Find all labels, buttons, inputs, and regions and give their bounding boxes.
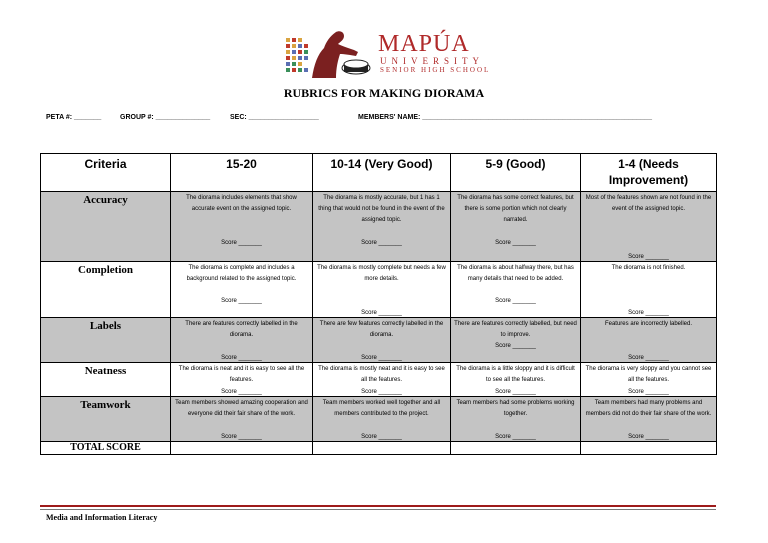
total-row	[41, 442, 717, 455]
cell-desc: The diorama is mostly complete but needs a few more details.	[317, 265, 446, 282]
total-score-label: TOTAL SCORE	[41, 442, 171, 455]
score-line: Score _______	[495, 298, 536, 304]
cell-desc: Features are incorrectly labelled.	[604, 321, 693, 327]
cell-desc: The diorama is mostly accurate, but 1 has 1 thing that would not be found in the event of the assigned topic.	[318, 195, 445, 223]
score-line: Score _______	[495, 434, 536, 440]
members-field: MEMBERS' NAME: ___________________________________________________________	[358, 114, 652, 121]
rubric-cell	[581, 397, 717, 442]
cell-desc: The diorama has some correct features, but there is some portion which not clearly narrated.	[457, 195, 574, 223]
mapua-seal-icon	[284, 24, 376, 80]
rubric-cell	[313, 192, 451, 262]
mapua-logo	[284, 24, 496, 82]
criterion-label: Labels	[41, 318, 171, 363]
rubric-cell	[581, 262, 717, 318]
total-cell[interactable]	[451, 442, 581, 455]
cell-desc: The diorama is about halfway there, but has many details that need to be added.	[457, 265, 574, 282]
total-cell[interactable]	[581, 442, 717, 455]
cell-desc: The diorama is complete and includes a background related to the assigned topic.	[186, 265, 297, 282]
total-cell[interactable]	[171, 442, 313, 455]
rubric-cell	[313, 397, 451, 442]
brand-shs: SENIOR HIGH SCHOOL	[380, 66, 491, 74]
col-header-10-14: 10-14 (Very Good)	[313, 154, 451, 192]
rubric-cell	[581, 318, 717, 363]
table-row	[41, 363, 717, 397]
rubric-cell	[313, 363, 451, 397]
rubric-cell	[171, 363, 313, 397]
score-line: Score _______	[628, 355, 669, 361]
rubric-cell	[171, 192, 313, 262]
score-line: Score _______	[361, 389, 402, 395]
rubric-cell	[451, 397, 581, 442]
score-line: Score _______	[495, 240, 536, 246]
rubric-cell	[581, 192, 717, 262]
score-line: Score _______	[495, 389, 536, 395]
rubric-table	[40, 153, 717, 455]
col-header-15-20: 15-20	[171, 154, 313, 192]
criterion-label: Neatness	[41, 363, 171, 397]
score-line: Score _______	[361, 240, 402, 246]
rubric-cell	[171, 262, 313, 318]
footer-subject: Media and Information Literacy	[46, 513, 158, 522]
rubric-cell	[451, 262, 581, 318]
footer-divider	[40, 505, 716, 507]
cell-desc: Team members had many problems and members did not do their fair share of the work.	[585, 400, 712, 417]
score-line: Score _______	[628, 389, 669, 395]
cell-desc: The diorama includes elements that show accurate event on the assigned topic.	[186, 195, 297, 212]
rubric-cell	[581, 363, 717, 397]
table-row	[41, 192, 717, 262]
criterion-label: Accuracy	[41, 192, 171, 262]
cell-desc: There are few features correctly labelled in the diorama.	[319, 321, 444, 338]
score-line: Score _______	[628, 310, 669, 316]
header-row	[41, 154, 717, 192]
score-line: Score _______	[221, 434, 262, 440]
cell-desc: The diorama is mostly neat and it is easy to see all the features.	[318, 366, 445, 383]
criterion-label: Teamwork	[41, 397, 171, 442]
cell-desc: There are features correctly labelled in the diorama.	[185, 321, 298, 338]
score-line: Score _______	[628, 434, 669, 440]
page-title: RUBRICS FOR MAKING DIORAMA	[283, 86, 485, 100]
score-line: Score _______	[361, 434, 402, 440]
table-row	[41, 397, 717, 442]
table-row	[41, 318, 717, 363]
cell-desc: Team members worked well together and all members contributed to the project.	[322, 400, 441, 417]
score-line: Score _______	[221, 389, 262, 395]
rubric-cell	[451, 318, 581, 363]
rubric-cell	[313, 318, 451, 363]
peta-field: PETA #: _______	[46, 114, 102, 121]
rubric-cell	[451, 192, 581, 262]
score-line: Score _______	[361, 355, 402, 361]
score-line: Score _______	[221, 240, 262, 246]
criterion-label: Completion	[41, 262, 171, 318]
col-header-criteria: Criteria	[41, 154, 171, 192]
table-row	[41, 262, 717, 318]
rubric-cell	[171, 318, 313, 363]
col-header-5-9: 5-9 (Good)	[451, 154, 581, 192]
col-header-1-4: 1-4 (Needs Improvement)	[581, 154, 717, 192]
score-line: Score _______	[221, 298, 262, 304]
rubric-cell	[313, 262, 451, 318]
brand-university: UNIVERSITY	[380, 56, 484, 66]
rubric-cell	[171, 397, 313, 442]
cell-desc: Team members had some problems working together.	[456, 400, 575, 417]
cell-desc: Most of the features shown are not found in the event of the assigned topic.	[585, 195, 712, 212]
brand-name: MAPÚA	[378, 31, 470, 57]
score-line: Score _______	[495, 343, 536, 349]
cell-desc: The diorama is neat and it is easy to see all the features.	[178, 366, 305, 383]
cell-desc: The diorama is not finished.	[611, 265, 686, 271]
rubric-cell	[451, 363, 581, 397]
total-cell[interactable]	[313, 442, 451, 455]
cell-desc: Team members showed amazing cooperation and everyone did their fair share of the work.	[175, 400, 308, 417]
sec-field: SEC: __________________	[230, 114, 319, 121]
brand-text	[378, 32, 490, 75]
score-line: Score _______	[628, 254, 669, 260]
cell-desc: The diorama is a little sloppy and it is difficult to see all the features.	[456, 366, 575, 383]
cell-desc: There are features correctly labelled, but need to improve.	[454, 321, 577, 338]
footer-divider-thin	[40, 509, 716, 510]
cell-desc: The diorama is very sloppy and you cannot see all the features.	[585, 366, 712, 383]
score-line: Score _______	[221, 355, 262, 361]
score-line: Score _______	[361, 310, 402, 316]
group-field: GROUP #: ______________	[120, 114, 211, 121]
